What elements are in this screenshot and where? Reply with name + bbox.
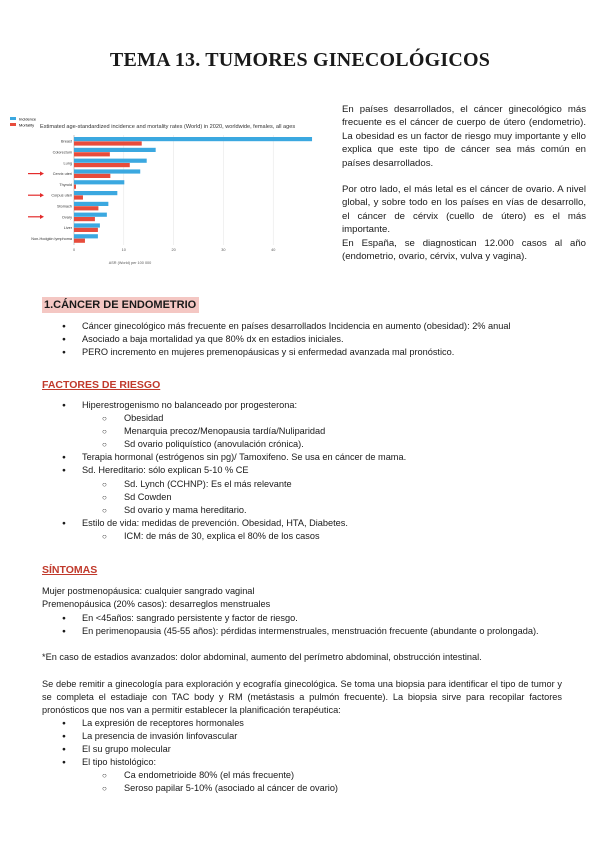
category-label: Breast (61, 139, 72, 144)
risk-factors-list (42, 399, 582, 543)
intro-paragraph: Por otro lado, el más letal es el cáncer de ovario. A nivel global, y sobre todo en los países en vías de desarrollo, el cáncer de cérvix (cuello de útero) es el más importante. (342, 184, 586, 236)
x-tick-label: 30 (221, 248, 226, 252)
list-item: ○ Menarquia precoz/Menopausia tardía/Nuliparidad (42, 425, 582, 438)
bar-mortality (74, 163, 130, 167)
category-label: Ovary (61, 215, 72, 220)
section-title-endometrio: 1.CÁNCER DE ENDOMETRIO (42, 297, 199, 313)
bar-incidence (74, 180, 124, 184)
list-item: ● La presencia de invasión linfovascular (42, 730, 582, 743)
bar-incidence (74, 191, 117, 195)
list-item: ● En <45años: sangrado persistente y factor de riesgo. (42, 612, 582, 625)
bar-incidence (74, 234, 98, 238)
bar-incidence (74, 213, 107, 217)
intro-text (342, 103, 586, 276)
category-label: Corpus uteri (51, 193, 72, 198)
x-tick-label: 10 (121, 248, 126, 252)
bar-mortality (74, 195, 83, 199)
list-item: ● Cáncer ginecológico más frecuente en países desarrollados Incidencia en aumento (obesidad): 2% anual (42, 320, 582, 333)
highlight-arrowhead (40, 215, 44, 219)
bar-incidence (74, 148, 156, 152)
intro-paragraph: En países desarrollados, el cáncer ginecológico más frecuente es el cáncer de cuerpo de útero (endometrio). La obesidad es un factor de riesgo muy importante y ello explica que este tipo de cáncer sea más común en países desarrollados. (342, 104, 586, 169)
bar-mortality (74, 206, 98, 210)
bar-mortality (74, 152, 110, 156)
bar-mortality (74, 174, 110, 178)
list-item: ● Hiperestrogenismo no balanceado por progesterona: (42, 399, 582, 412)
bar-incidence (74, 137, 312, 141)
list-item: ○ Obesidad (42, 412, 582, 425)
symptoms-text (42, 585, 562, 611)
highlight-arrowhead (40, 171, 44, 175)
list-item: ● Sd. Hereditario: sólo explican 5-10 % CE (42, 464, 582, 477)
category-label: Lung (63, 161, 72, 166)
page-title: TEMA 13. TUMORES GINECOLÓGICOS (109, 49, 491, 71)
x-tick-label: 20 (171, 248, 176, 252)
list-item: ○ Seroso papilar 5-10% (asociado al cáncer de ovario) (42, 782, 582, 795)
list-item: ○ Sd ovario y mama hereditario. (42, 504, 582, 517)
list-item: ● El tipo histológico: (42, 756, 582, 769)
chart-title: Estimated age-standardized incidence and mortality rates (World) in 2020, worldwide, females, all ages (40, 124, 296, 130)
symptoms-note: *En caso de estadios avanzados: dolor abdominal, aumento del perímetro abdominal, obstrucción intestinal. (42, 652, 482, 662)
symptoms-line: Premenopáusica (20% casos): desarreglos menstruales (42, 599, 271, 610)
list-item: ● La expresión de receptores hormonales (42, 717, 582, 730)
list-item: ○ Sd ovario poliquístico (anovulación crónica). (42, 438, 582, 451)
risk-factors-heading: FACTORES DE RIESGO (42, 379, 161, 391)
x-tick-label: 40 (271, 248, 276, 252)
bar-mortality (74, 228, 98, 232)
category-label: Cervix uteri (52, 172, 72, 177)
bar-incidence (74, 223, 100, 227)
list-item: ● PERO incremento en mujeres premenopáusicas y si enfermedad avanzada mal pronóstico. (42, 346, 582, 359)
bar-incidence (74, 169, 140, 173)
list-item: ○ ICM: de más de 30, explica el 80% de los casos (42, 530, 582, 543)
bar-mortality (74, 141, 142, 145)
list-item: ○ Sd. Lynch (CCHNP): Es el más relevante (42, 478, 582, 491)
list-item: ● Terapia hormonal (estrógenos sin pg)/ Tamoxifeno. Se usa en cáncer de mama. (42, 451, 582, 464)
diagnosis-paragraph: Se debe remitir a ginecología para exploración y ecografía ginecológica. Se toma una biopsia para identificar el tipo de tumor y se completa el estadiaje con TAC body y RM (metástasis a pulmón frecuente). La biopsia sirve para recopilar factores pronósticos que nos van a permitir establecer la planificación terapéutica: (42, 679, 562, 716)
category-label: Stomach (57, 204, 72, 209)
bar-incidence (74, 159, 147, 163)
category-label: Liver (63, 226, 72, 231)
bar-incidence (74, 202, 108, 206)
legend-label-mortality: Mortality (19, 122, 35, 128)
symptoms-bullets (42, 612, 582, 638)
endometrio-bullets (42, 320, 582, 359)
bar-mortality (74, 217, 95, 221)
bar-mortality (74, 185, 76, 189)
list-item: ○ Sd Cowden (42, 491, 582, 504)
category-label: Colorectum (52, 150, 72, 155)
category-label: Thyroid (59, 182, 72, 187)
list-item: ● En perimenopausia (45-55 años): pérdidas intermenstruales, menstruación frecuente (abundante o prolongada). (42, 625, 582, 638)
incidence-mortality-chart (8, 112, 330, 272)
list-item: ● Asociado a baja mortalidad ya que 80% dx en estadios iniciales. (42, 333, 582, 346)
category-label: Non-Hodgkin lymphoma (31, 236, 72, 241)
symptoms-line: Mujer postmenopáusica: cualquier sangrado vaginal (42, 586, 255, 596)
legend-label-incidence: Incidence (19, 116, 37, 122)
x-tick-label: 0 (72, 248, 76, 252)
intro-paragraph: En España, se diagnostican 12.000 casos al año (endometrio, ovario, cérvix, vulva y vagina). (342, 237, 586, 263)
symptoms-heading: SÍNTOMAS (42, 564, 98, 576)
legend-swatch-mortality (10, 123, 16, 126)
x-axis-label: ASR (World) per 100 000 (108, 261, 152, 265)
diagnosis-list (42, 717, 582, 796)
legend-swatch-incidence (10, 117, 16, 120)
list-item: ● Estilo de vida: medidas de prevención. Obesidad, HTA, Diabetes. (42, 517, 582, 530)
highlight-arrowhead (40, 193, 44, 197)
list-item: ○ Ca endometrioide 80% (el más frecuente) (42, 769, 582, 782)
list-item: ● El su grupo molecular (42, 743, 582, 756)
bar-mortality (74, 239, 85, 243)
